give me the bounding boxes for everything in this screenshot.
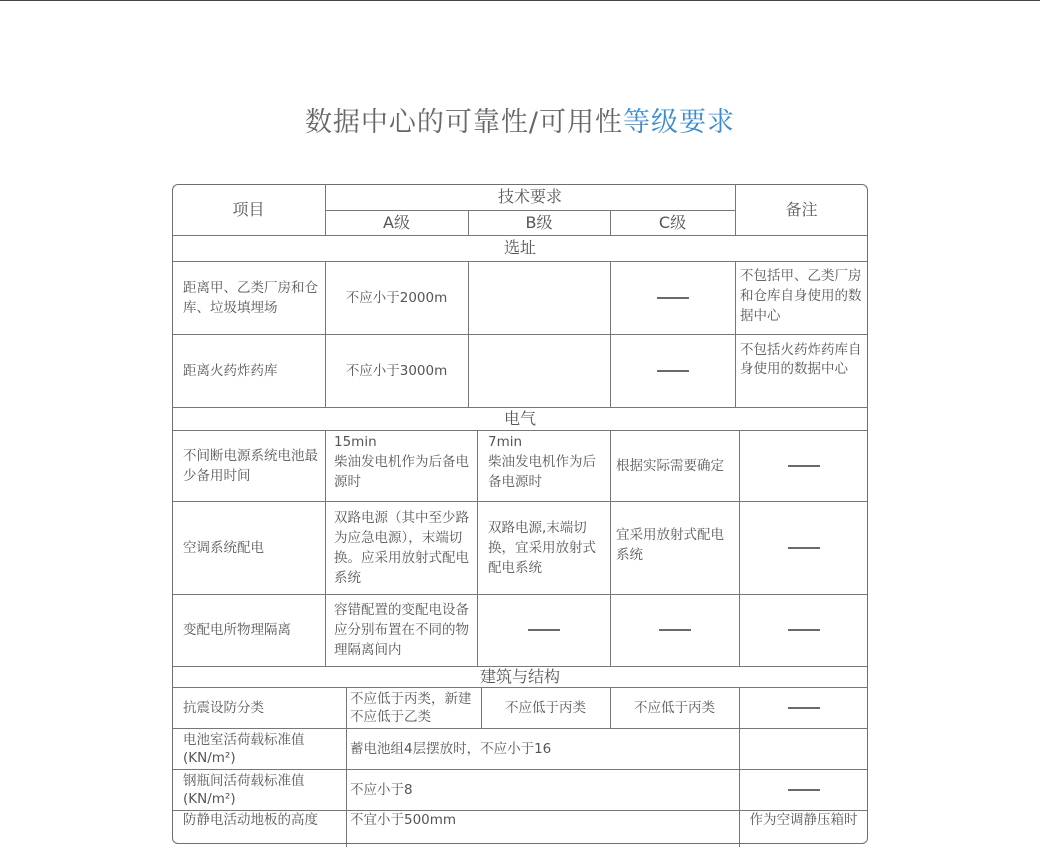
row-item: 电池室活荷载标准值(KN/m²): [183, 731, 305, 766]
section-site: 选址: [503, 238, 536, 257]
header-grade-a: A级: [383, 212, 410, 232]
dash-placeholder: [610, 334, 735, 407]
header-grade-b: B级: [525, 212, 553, 232]
row-item: 抗震设防分类: [183, 699, 264, 716]
dash-placeholder: [739, 501, 868, 594]
row-note: 不包括甲、乙类厂房和仓库自身使用的数据中心: [740, 268, 862, 324]
dash-placeholder: [610, 594, 739, 666]
dash-placeholder: [739, 430, 868, 501]
row-grades-abc: 不应小于8: [350, 781, 413, 798]
row-note: 作为空调静压箱时: [749, 812, 858, 828]
requirements-table: [172, 184, 868, 844]
dash-placeholder: [477, 594, 610, 666]
section-building: 建筑与结构: [479, 666, 560, 686]
dash-placeholder: [739, 769, 868, 810]
row-grade-c: 根据实际需要确定: [616, 457, 724, 474]
dash-placeholder: [739, 594, 868, 666]
row-item: 变配电所物理隔离: [183, 622, 291, 638]
row-grade-a: 不应小于2000m: [345, 289, 448, 306]
row-grade-b: 不应低于丙类: [505, 699, 586, 716]
header-note: 备注: [785, 199, 818, 219]
top-divider: [0, 0, 1040, 1]
row-grade-a: 容错配置的变配电设备应分别布置在不同的物理隔离间内: [334, 602, 469, 658]
row-grade-a: 15min 柴油发电机作为后备电源时: [334, 434, 469, 490]
row-grade-a: 不应低于丙类，新建不应低于乙类: [350, 690, 472, 725]
row-grade-a: 双路电源（其中至少路为应急电源），末端切换。应采用放射式配电系统: [334, 509, 469, 586]
row-grade-b: 双路电源,末端切换，宜采用放射式配电系统: [488, 519, 596, 576]
row-note: 不包括火药炸药库自身使用的数据中心: [740, 342, 862, 377]
row-item: 空调系统配电: [183, 539, 264, 556]
row-grades-abc: 不宜小于500mm: [350, 812, 457, 828]
row-item: 防静电活动地板的高度: [183, 812, 318, 828]
row-item: 不间断电源系统电池最少备用时间: [183, 447, 318, 484]
row-grade-a: 不应小于3000m: [345, 362, 448, 379]
header-item: 项目: [232, 199, 265, 219]
row-grade-b: 7min 柴油发电机作为后备电源时: [488, 434, 596, 490]
row-item: 钢瓶间活荷载标准值(KN/m²): [183, 772, 305, 807]
title-accent: 等级要求: [623, 107, 736, 138]
row-grades-abc: 蓄电池组4层摆放时，不应小于16: [350, 740, 552, 757]
title-main: 数据中心的可靠性/可用性: [304, 107, 624, 138]
page-title: [0, 100, 1040, 139]
row-item: 距离甲、乙类厂房和仓库、垃圾填埋场: [183, 279, 318, 316]
header-grade-c: C级: [658, 212, 687, 232]
row-grade-c: 宜采用放射式配电系统: [616, 527, 724, 563]
header-tech: 技术要求: [497, 187, 562, 206]
dash-placeholder: [739, 687, 868, 728]
section-electrical: 电气: [503, 408, 536, 428]
row-item: 距离火药炸药库: [183, 362, 278, 379]
dash-placeholder: [610, 261, 735, 334]
row-grade-c: 不应低于丙类: [634, 699, 715, 716]
